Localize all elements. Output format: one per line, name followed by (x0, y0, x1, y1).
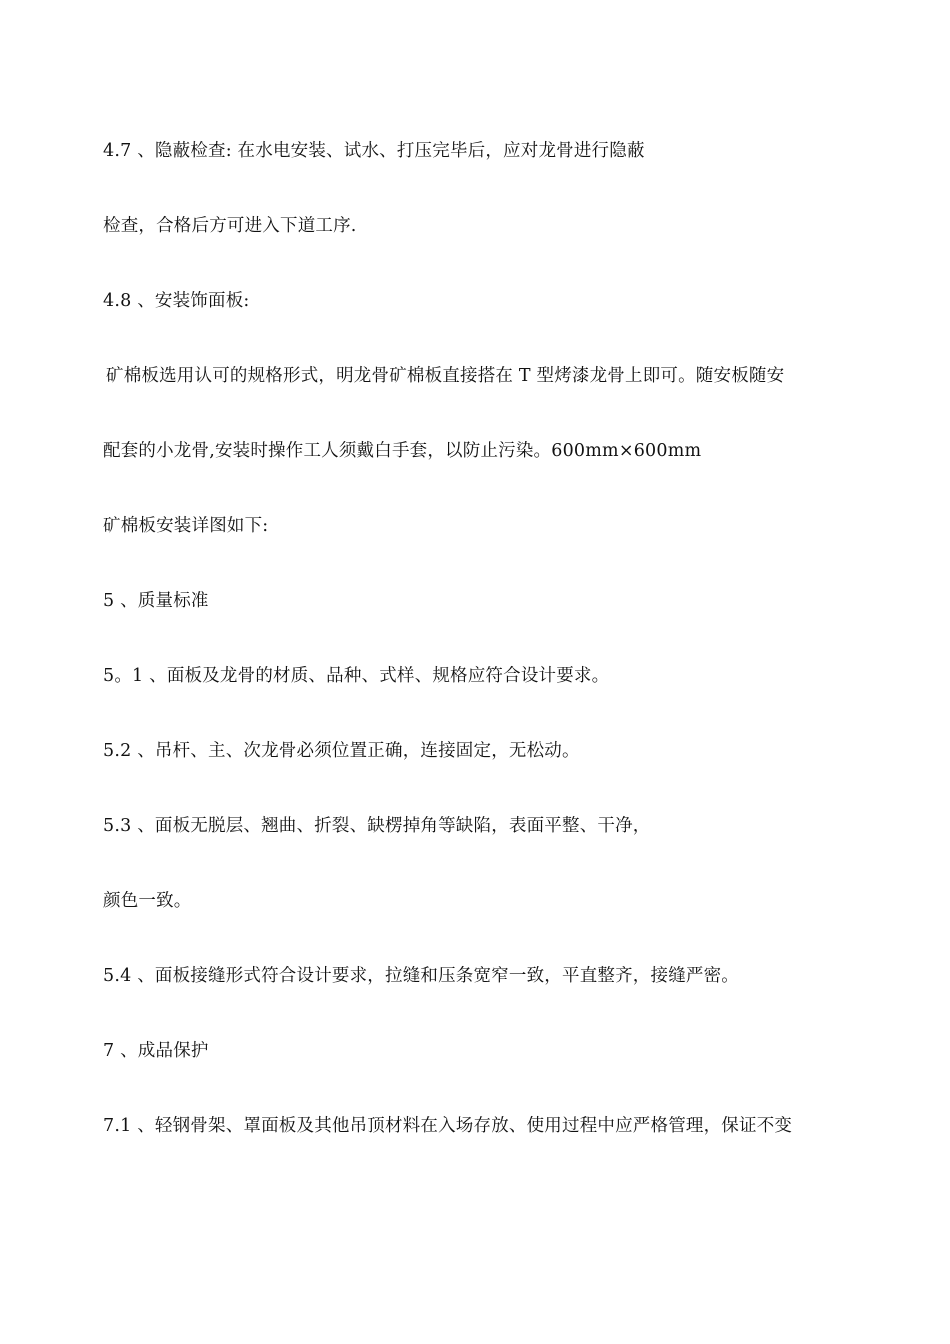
section-5-3-line-2: 颜色一致。 (103, 891, 192, 911)
section-7-heading: 7 、成品保护 (103, 1041, 209, 1061)
section-5-4: 5.4 、面板接缝形式符合设计要求，拉缝和压条宽窄一致，平直整齐，接缝严密。 (103, 966, 739, 986)
section-4-8-line-2: 配套的小龙骨,安装时操作工人须戴白手套，以防止污染。600mm×600mm (103, 441, 702, 461)
section-4-8-line-3: 矿棉板安装详图如下: (103, 516, 269, 536)
section-4-8-line-1: 矿棉板选用认可的规格形式，明龙骨矿棉板直接搭在 T 型烤漆龙骨上即可。随安板随安 (106, 366, 785, 386)
section-5-heading: 5 、质量标准 (103, 591, 209, 611)
section-7-1-line-1: 7.1 、轻钢骨架、罩面板及其他吊顶材料在入场存放、使用过程中应严格管理，保证不变 (103, 1116, 793, 1136)
section-5-3-line-1: 5.3 、面板无脱层、翘曲、折裂、缺楞掉角等缺陷，表面平整、干净， (103, 816, 651, 836)
section-4-8-heading: 4.8 、安装饰面板: (103, 291, 250, 311)
section-4-7-line-2: 检查，合格后方可进入下道工序. (103, 216, 357, 236)
section-5-1: 5。1 、面板及龙骨的材质、品种、式样、规格应符合设计要求。 (103, 666, 610, 686)
section-4-7-line-1: 4.7 、隐蔽检查: 在水电安装、试水、打压完毕后，应对龙骨进行隐蔽 (103, 141, 645, 161)
section-5-2: 5.2 、吊杆、主、次龙骨必须位置正确，连接固定，无松动。 (103, 741, 580, 761)
